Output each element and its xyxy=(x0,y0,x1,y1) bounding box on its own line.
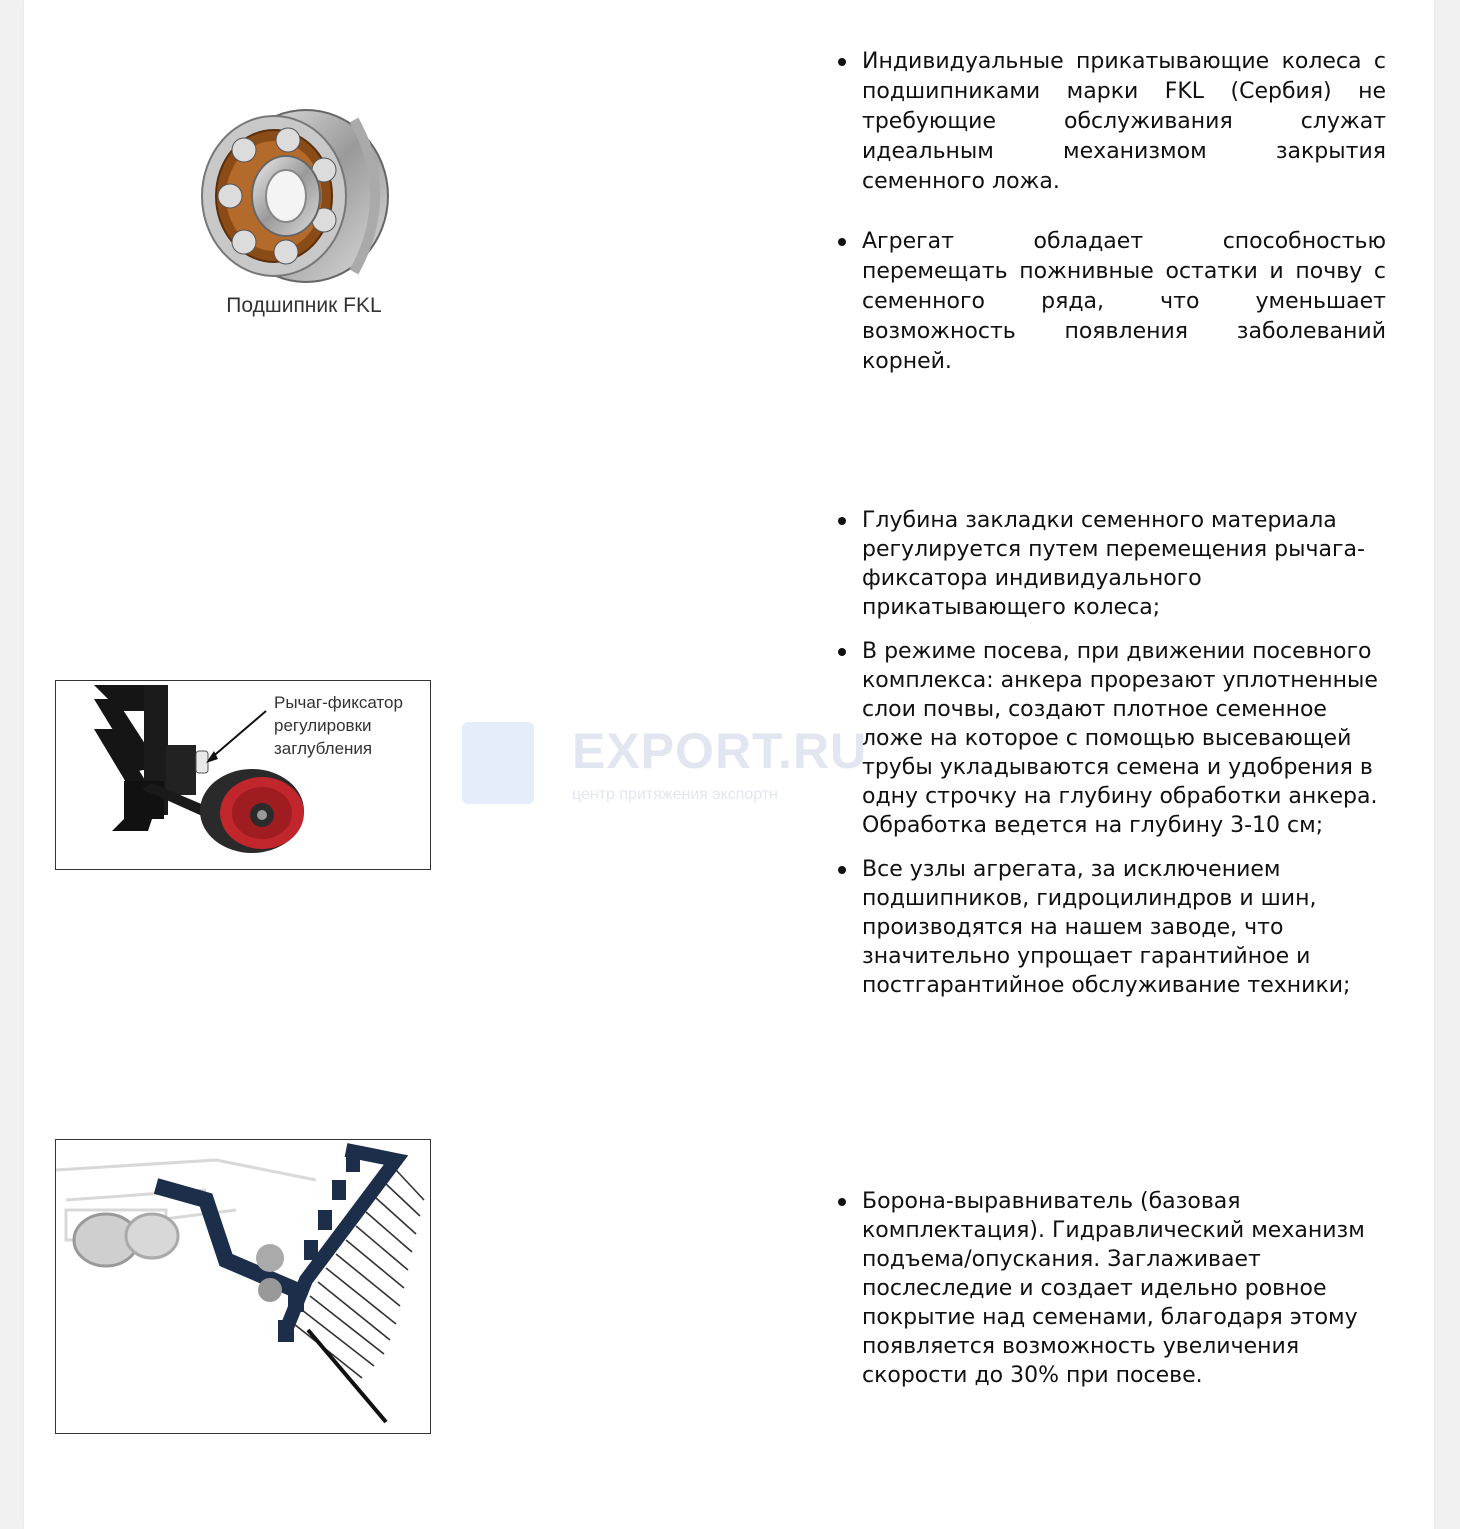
caption-line: Рычаг-фиксатор xyxy=(274,693,403,712)
harrow-figure xyxy=(55,1139,431,1434)
watermark-logo xyxy=(462,722,534,804)
section3-bullets xyxy=(838,1187,1386,1390)
lever-figure xyxy=(55,680,431,870)
list-item: В режиме посева, при движении посевного комплекса: анкера прорезают уплотненные слои почвы, создают плотное семенное ложе на которое с помощью высевающей трубы укладываются семена и удобрения в одну строчку на глубину обработки анкера. Обработка ведется на глубину 3-10 см; xyxy=(838,637,1386,840)
caption-line: регулировки xyxy=(274,716,372,735)
list-item: Индивидуальные прикатывающие колеса с подшипниками марки FKL (Сербия) не требующие обслуживания служат идеальным механизмом закрытия семенного ложа. xyxy=(838,47,1386,197)
list-item: Агрегат обладает способностью перемещать пожнивные остатки и почву с семенного ряда, что уменьшает возможность появления заболеваний корней. xyxy=(838,227,1386,377)
bearing-icon xyxy=(24,0,584,300)
watermark-text: EXPORT.RU xyxy=(572,723,868,779)
document-page xyxy=(24,0,1434,1529)
section2-bullets xyxy=(838,506,1386,1000)
list-item: Все узлы агрегата, за исключением подшипников, гидроцилиндров и шин, производятся на нашем заводе, что значительно упрощает гарантийное и постгарантийное обслуживание техники; xyxy=(838,855,1386,1000)
bearing-figure xyxy=(24,0,584,340)
bearing-caption: Подшипник FKL xyxy=(226,294,382,317)
lever-caption xyxy=(274,691,424,760)
list-item: Борона-выравниватель (базовая комплектация). Гидравлический механизм подъема/опускания. Заглаживает послеследие и создает идельно ровное покрытие над семенами, благодаря этому появляется возможность увеличения скорости до 30% при посеве. xyxy=(838,1187,1386,1390)
harrow-icon xyxy=(56,1140,430,1433)
caption-line: заглубления xyxy=(274,739,373,758)
watermark-subtext: центр притяжения экспортн xyxy=(572,786,778,803)
list-item: Глубина закладки семенного материала регулируется путем перемещения рычага-фиксатора индивидуального прикатывающего колеса; xyxy=(838,506,1386,622)
section1-bullets xyxy=(838,47,1386,377)
